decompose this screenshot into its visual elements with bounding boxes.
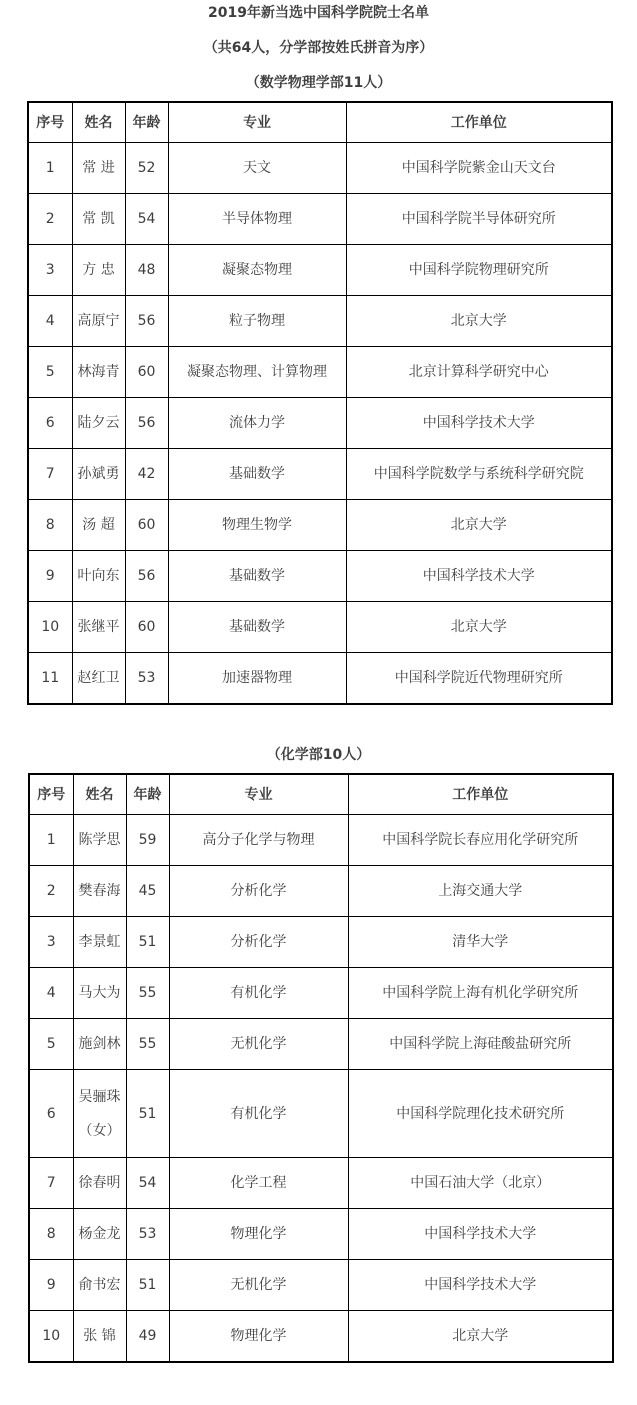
cell-unit: 中国科学技术大学 bbox=[346, 398, 612, 449]
cell-name: 樊春海 bbox=[73, 866, 126, 917]
table-row bbox=[29, 866, 613, 917]
cell-unit: 北京大学 bbox=[346, 602, 612, 653]
section-heading-math-physics: （数学物理学部11人） bbox=[245, 75, 392, 91]
table-row bbox=[28, 347, 612, 398]
col-header-field: 专业 bbox=[169, 774, 348, 815]
cell-name: 常 凯 bbox=[72, 194, 125, 245]
cell-unit: 北京计算科学研究中心 bbox=[346, 347, 612, 398]
cell-unit: 中国科学院半导体研究所 bbox=[346, 194, 612, 245]
cell-no: 3 bbox=[28, 245, 72, 296]
table-row bbox=[29, 1158, 613, 1209]
table-row bbox=[29, 815, 613, 866]
table-row bbox=[29, 1260, 613, 1311]
math-physics-table bbox=[27, 101, 613, 705]
section-heading-chemistry: （化学部10人） bbox=[266, 747, 371, 763]
cell-age: 53 bbox=[125, 653, 168, 705]
cell-field: 基础数学 bbox=[168, 602, 346, 653]
cell-name: 马大为 bbox=[73, 968, 126, 1019]
cell-age: 59 bbox=[126, 815, 169, 866]
table-row bbox=[29, 968, 613, 1019]
cell-field: 半导体物理 bbox=[168, 194, 346, 245]
cell-field: 无机化学 bbox=[169, 1260, 348, 1311]
cell-unit: 中国科学院近代物理研究所 bbox=[346, 653, 612, 705]
cell-no: 3 bbox=[29, 917, 73, 968]
cell-age: 51 bbox=[126, 1070, 169, 1158]
cell-unit: 中国石油大学（北京） bbox=[348, 1158, 613, 1209]
cell-age: 54 bbox=[126, 1158, 169, 1209]
name-note: （女） bbox=[78, 1122, 121, 1139]
cell-age: 53 bbox=[126, 1209, 169, 1260]
col-header-age: 年龄 bbox=[125, 102, 168, 143]
cell-unit: 北京大学 bbox=[346, 296, 612, 347]
table-header-row bbox=[28, 102, 612, 143]
cell-age: 55 bbox=[126, 1019, 169, 1070]
table-row bbox=[28, 245, 612, 296]
table-row bbox=[29, 1209, 613, 1260]
cell-field: 分析化学 bbox=[169, 866, 348, 917]
cell-name: 陈学思 bbox=[73, 815, 126, 866]
cell-no: 4 bbox=[28, 296, 72, 347]
table-row bbox=[28, 449, 612, 500]
cell-name: 汤 超 bbox=[72, 500, 125, 551]
table-row bbox=[28, 194, 612, 245]
cell-field: 加速器物理 bbox=[168, 653, 346, 705]
cell-no: 5 bbox=[28, 347, 72, 398]
cell-field: 凝聚态物理 bbox=[168, 245, 346, 296]
document-subtitle: （共64人，分学部按姓氏拼音为序） bbox=[203, 40, 434, 56]
cell-name: 叶向东 bbox=[72, 551, 125, 602]
cell-age: 56 bbox=[125, 296, 168, 347]
cell-name: 方 忠 bbox=[72, 245, 125, 296]
cell-unit: 中国科学院上海硅酸盐研究所 bbox=[348, 1019, 613, 1070]
cell-age: 60 bbox=[125, 602, 168, 653]
cell-age: 56 bbox=[125, 398, 168, 449]
table-row bbox=[28, 143, 612, 194]
cell-field: 无机化学 bbox=[169, 1019, 348, 1070]
cell-field: 物理生物学 bbox=[168, 500, 346, 551]
cell-unit: 中国科学院长春应用化学研究所 bbox=[348, 815, 613, 866]
cell-name: 陆夕云 bbox=[72, 398, 125, 449]
cell-field: 凝聚态物理、计算物理 bbox=[168, 347, 346, 398]
col-header-name: 姓名 bbox=[72, 102, 125, 143]
cell-unit: 上海交通大学 bbox=[348, 866, 613, 917]
cell-name: 杨金龙 bbox=[73, 1209, 126, 1260]
cell-unit: 中国科学院数学与系统科学研究院 bbox=[346, 449, 612, 500]
col-header-no: 序号 bbox=[29, 774, 73, 815]
cell-age: 49 bbox=[126, 1311, 169, 1363]
chemistry-table bbox=[28, 773, 614, 1363]
col-header-unit: 工作单位 bbox=[348, 774, 613, 815]
cell-unit: 中国科学院紫金山天文台 bbox=[346, 143, 612, 194]
table-row bbox=[29, 1019, 613, 1070]
cell-name: 施剑林 bbox=[73, 1019, 126, 1070]
cell-field: 基础数学 bbox=[168, 449, 346, 500]
cell-age: 52 bbox=[125, 143, 168, 194]
cell-field: 物理化学 bbox=[169, 1209, 348, 1260]
cell-no: 2 bbox=[28, 194, 72, 245]
table-row bbox=[28, 500, 612, 551]
cell-field: 有机化学 bbox=[169, 968, 348, 1019]
cell-no: 10 bbox=[29, 1311, 73, 1363]
cell-name: 赵红卫 bbox=[72, 653, 125, 705]
table-row bbox=[28, 653, 612, 705]
cell-no: 1 bbox=[29, 815, 73, 866]
table-row bbox=[28, 398, 612, 449]
cell-field: 流体力学 bbox=[168, 398, 346, 449]
col-header-unit: 工作单位 bbox=[346, 102, 612, 143]
cell-no: 5 bbox=[29, 1019, 73, 1070]
cell-no: 6 bbox=[29, 1070, 73, 1158]
table-header-row bbox=[29, 774, 613, 815]
cell-age: 55 bbox=[126, 968, 169, 1019]
cell-field: 分析化学 bbox=[169, 917, 348, 968]
cell-field: 有机化学 bbox=[169, 1070, 348, 1158]
cell-age: 51 bbox=[126, 1260, 169, 1311]
table-row bbox=[28, 551, 612, 602]
col-header-age: 年龄 bbox=[126, 774, 169, 815]
cell-no: 7 bbox=[28, 449, 72, 500]
table-row bbox=[29, 1070, 613, 1158]
cell-no: 7 bbox=[29, 1158, 73, 1209]
cell-field: 天文 bbox=[168, 143, 346, 194]
cell-unit: 中国科学技术大学 bbox=[348, 1209, 613, 1260]
cell-unit: 北京大学 bbox=[346, 500, 612, 551]
cell-field: 基础数学 bbox=[168, 551, 346, 602]
cell-name: 俞书宏 bbox=[73, 1260, 126, 1311]
cell-field: 物理化学 bbox=[169, 1311, 348, 1363]
name-text: 吴骊珠 bbox=[78, 1088, 121, 1105]
cell-field: 化学工程 bbox=[169, 1158, 348, 1209]
cell-unit: 中国科学技术大学 bbox=[348, 1260, 613, 1311]
cell-name: 常 进 bbox=[72, 143, 125, 194]
document-title: 2019年新当选中国科学院院士名单 bbox=[208, 5, 429, 21]
cell-no: 9 bbox=[28, 551, 72, 602]
cell-name: 张继平 bbox=[72, 602, 125, 653]
col-header-field: 专业 bbox=[168, 102, 346, 143]
cell-no: 2 bbox=[29, 866, 73, 917]
cell-age: 45 bbox=[126, 866, 169, 917]
cell-no: 8 bbox=[28, 500, 72, 551]
col-header-no: 序号 bbox=[28, 102, 72, 143]
cell-name: 高原宁 bbox=[72, 296, 125, 347]
cell-field: 粒子物理 bbox=[168, 296, 346, 347]
cell-unit: 中国科学院上海有机化学研究所 bbox=[348, 968, 613, 1019]
cell-unit: 北京大学 bbox=[348, 1311, 613, 1363]
cell-no: 8 bbox=[29, 1209, 73, 1260]
cell-no: 10 bbox=[28, 602, 72, 653]
cell-name: 徐春明 bbox=[73, 1158, 126, 1209]
cell-name: 孙斌勇 bbox=[72, 449, 125, 500]
cell-age: 42 bbox=[125, 449, 168, 500]
cell-unit: 清华大学 bbox=[348, 917, 613, 968]
cell-age: 54 bbox=[125, 194, 168, 245]
cell-no: 9 bbox=[29, 1260, 73, 1311]
cell-age: 56 bbox=[125, 551, 168, 602]
cell-no: 6 bbox=[28, 398, 72, 449]
cell-name: 张 锦 bbox=[73, 1311, 126, 1363]
col-header-name: 姓名 bbox=[73, 774, 126, 815]
cell-name: 林海青 bbox=[72, 347, 125, 398]
cell-no: 1 bbox=[28, 143, 72, 194]
cell-age: 60 bbox=[125, 500, 168, 551]
table-row bbox=[29, 1311, 613, 1363]
table-row bbox=[28, 296, 612, 347]
cell-age: 48 bbox=[125, 245, 168, 296]
cell-no: 11 bbox=[28, 653, 72, 705]
cell-name: 李景虹 bbox=[73, 917, 126, 968]
cell-unit: 中国科学院理化技术研究所 bbox=[348, 1070, 613, 1158]
cell-no: 4 bbox=[29, 968, 73, 1019]
cell-age: 51 bbox=[126, 917, 169, 968]
cell-field: 高分子化学与物理 bbox=[169, 815, 348, 866]
cell-name bbox=[73, 1070, 126, 1158]
table-row bbox=[29, 917, 613, 968]
cell-age: 60 bbox=[125, 347, 168, 398]
cell-unit: 中国科学技术大学 bbox=[346, 551, 612, 602]
table-row bbox=[28, 602, 612, 653]
cell-unit: 中国科学院物理研究所 bbox=[346, 245, 612, 296]
